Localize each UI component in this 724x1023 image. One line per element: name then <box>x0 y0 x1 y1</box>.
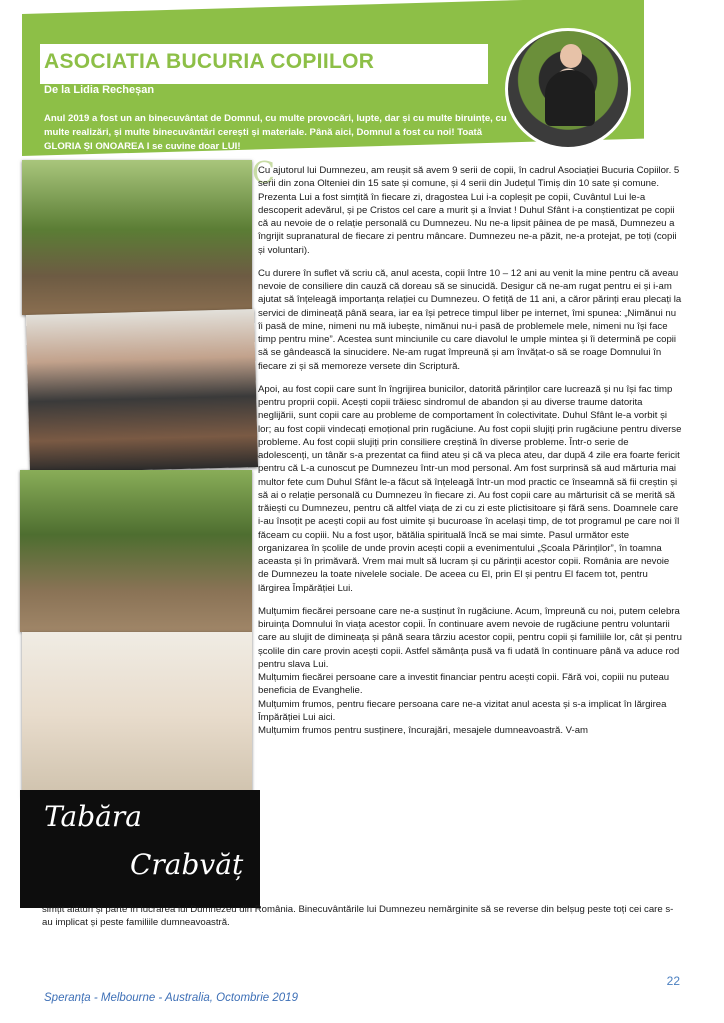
page-number: 22 <box>666 974 680 988</box>
collage-caption-line1: Tabăra <box>44 800 142 833</box>
collage-caption-line2: Crabvăț <box>130 848 244 881</box>
dropcap-ornament: C <box>252 156 275 191</box>
article-paragraph: Apoi, au fost copii care sunt în îngrijirea bunicilor, datorită părinților care lucrează și nu își fac timp pentru proprii copii. Acești copii trăiesc sindromul de abandon și au diverse traume datorita neglijării, sunt copii care au probleme de comportament în colectivitate. Duhul Sfânt le-a vorbit și lor; au fost copii vindecați emoțional prin rugăciune. Au fost copii slujiți prin rugăciune pentru diverse probleme. Au fost copii slujiți prin consiliere creștină în diverse probleme. Într-o serie de adolescenți, un tânăr s-a prezentat ca fiind ateu și că va pleca ateu, dar după 4 zile era foarte fericit pentru că L-a cunoscut pe Dumnezeu într-un mod personal. Am fost surprinsă să aud mărturia mai multor fete cum Duhul Sfânt le-a făcut să înțeleagă într-un mod practic ce înseamnă să fii creștin și să ai o relație personală cu Dumnezeu în fiecare zi. Au fost copii care au mărturisit că se merită să trăiești cu Dumnezeu, pentru că altfel viața de zi cu zi este plictisitoare și fără sens. Doamnele care i-au însoțit pe acești copii au fost uimite și bucuroase în același timp, de tot programul pe care noi îl făceam cu copiii. Nu a fost ușor, bătălia spirituală încă se mai simte. Pasul următor este organizarea în școlile de unde provin acești copii a evenimentului „Școala Părinților”, în toamna aceasta și în primăvară. Vrem mai mult să lucram și cu părinții acestor copii. România are nevoie de Dumnezeu la toate nivelele sociale. De aceea cu El, prin El și pentru El facem tot, pentru lărgirea Împărăției Lui. <box>258 383 682 594</box>
article-paragraph: Cu ajutorul lui Dumnezeu, am reușit să avem 9 serii de copii, în cadrul Asociației Bucuria Copiilor. 5 serii din zona Olteniei din 15 sate și comune, și 4 serii din Județul Timiș din 10 sate și comune. Prezenta Lui a fost simțită în fiecare zi, dragostea Lui i-a copleșit pe copii, Cuvântul Lui le-a descoperit adevărul, și pe Cristos cel care a murit și a înviat ! Duhul Sfânt i-a conștientizat pe copii că au nevoie de o relație personală cu Dumnezeu. Nu ne-a lipsit pâinea de pe masă, Dumnezeu a îngrijit supranatural de fiecare zi pentru mâncare. Dumnezeu ne-a păzit, ne-a protejat, pe toți (copii și voluntari). <box>258 165 680 256</box>
article-paragraph: Cu durere în suflet vă scriu că, anul acesta, copii între 10 – 12 ani au venit la mine pentru că aveau nevoie de consiliere din cauză că doreau să se sinucidă. Desigur că ne-am rugat pentru ei și i-am ajutat să înțeleagă importanța relației cu Dumnezeu. O fetiță de 11 ani, a căror părinți erau plecați la servici de dimineață până seara, iar ea își petrece timpul liber pe internet, îmi spunea: „Nimănui nu îi pasă de mine, nimeni nu mă iubește, nimănui nu-i pasă de problemele mele, nimeni nu își face timp pentru mine”. Acestea sunt minciunile cu care diavolul le umple mintea și îi determină pe copii să se gândească la sinucidere. Ne-am rugat împreună și am învățat-o să se roage Domnului în fiecare zi și să memoreze versete din Scriptură. <box>258 267 682 372</box>
article-closing: simțit alături și parte în lucrarea lui Dumnezeu din România. Binecuvântările lui Dumnezeu nemărginite să se reverse din belșug peste toți cei care s-au implicat și peste familiile dumneavoastră. <box>42 904 674 929</box>
page-title: ASOCIATIA BUCURIA COPIILOR <box>44 50 375 73</box>
article-paragraph: Mulțumim frumos pentru susținere, încurajări, mesajele dumneavoastră. V-am <box>258 725 589 736</box>
photo-collage <box>20 160 252 905</box>
author-photo-head <box>560 44 582 68</box>
publication-footer: Speranța - Melbourne - Australia, Octombrie 2019 <box>44 992 298 1004</box>
article-paragraph: Mulțumim frumos, pentru fiecare persoana care ne-a vizitat anul acesta și s-a implicat în lărgirea Împărăției Lui aici. <box>258 698 667 723</box>
article-paragraph: Mulțumim fiecărei persoane care ne-a susținut în rugăciune. Acum, împreună cu noi, putem celebra biruința Domnului în viața acestor copii. În continuare avem nevoie de rugăciune pentru voluntarii care au slujit de dimineața și până seara târziu acestor copii, pentru copii și familiile lor, cât și pentru școlile din care provin acești copii. Astfel sămânța pusă va fi udată în continuare până va aduce rod pentru slava Lui. <box>258 605 682 670</box>
camp-photo-forest-activity <box>20 470 252 632</box>
camp-photo-indoor-children <box>22 632 252 797</box>
intro-paragraph: Anul 2019 a fost un an binecuvântat de Domnul, cu multe provocări, lupte, dar și cu multe biruințe, cu multe realizări, și multe binecuvântări cerești și materiale. Până aici, Domnul a fost cu noi! Toată GLORIA ȘI ONOAREA I se cuvine doar LUI! <box>44 113 507 152</box>
article-paragraph: Mulțumim fiecărei persoane care a investit financiar pentru acești copii. Fără voi, copiii nu puteau beneficia de Evanghelie. <box>258 672 670 697</box>
author-byline: De la Lidia Recheșan <box>44 84 155 96</box>
camp-photo-table-children <box>26 309 258 473</box>
author-photo-body <box>545 70 595 126</box>
article-body <box>258 164 682 737</box>
camp-photo-forest-group <box>22 160 252 315</box>
